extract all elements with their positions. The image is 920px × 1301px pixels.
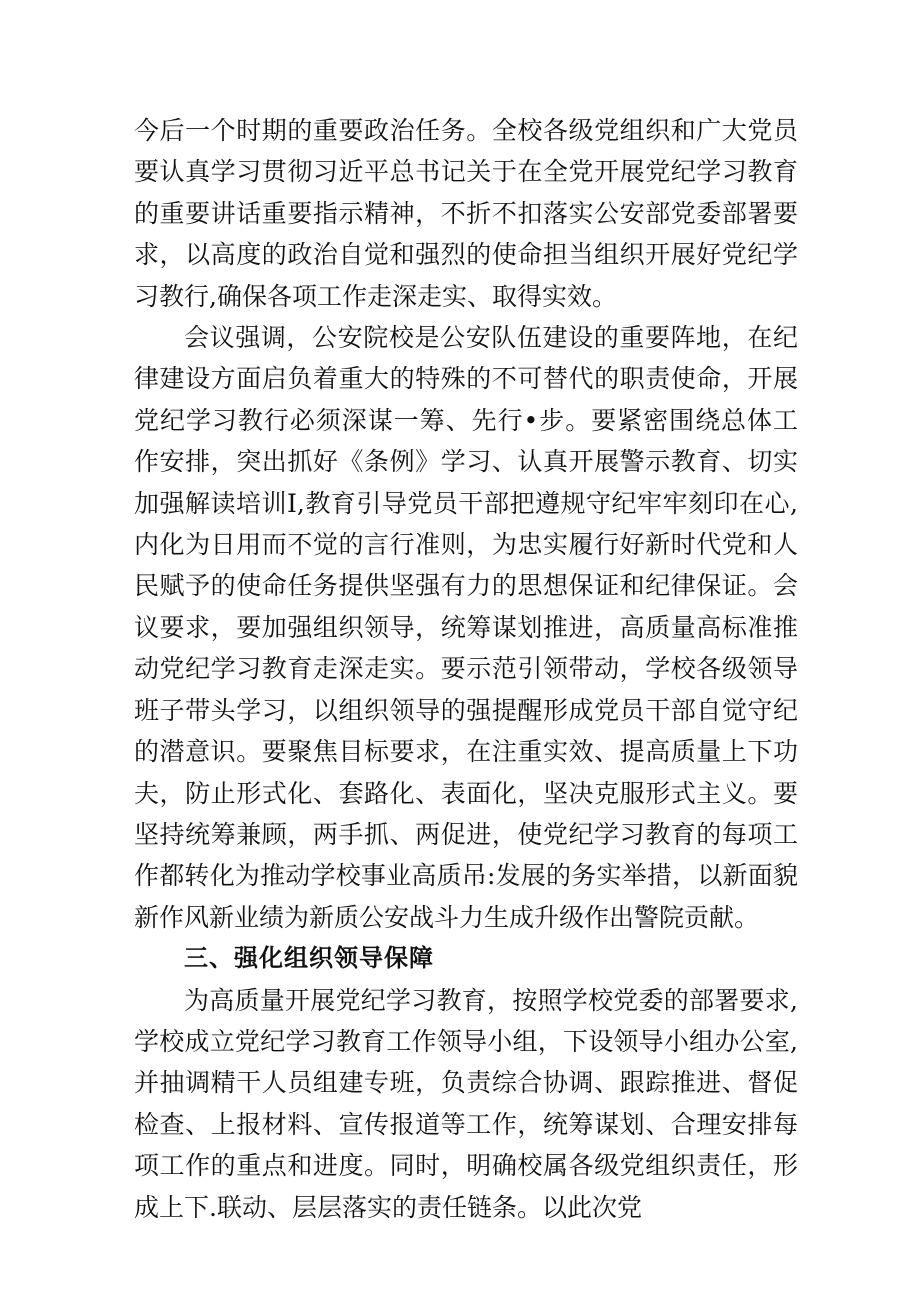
paragraph-meeting-emphasis: 会议强调，公安院校是公安队伍建设的重要阵地，在纪律建设方面启负着重大的特殊的不可替代的职责使命，开展党纪学习教行必须深谋一筹、先行•步。要紧密围绕总体工作安排，突出抓好《条例》学习、认真开展警示教育、切实加强解读培训I,教育引导党员干部把遵规守纪牢牢刻印在心,内化为日用而不觉的言行准则，为忠实履行好新时代党和人民赋予的使命任务提供坚强有力的思想保证和纪律保证。会议要求，要加强组织领导，统筹谋划推进，高质量高标准推动党纪学习教育走深走实。要示范引领带动，学校各级领导班子带头学习，以组织领导的强提醒形成党员干部自觉守纪的潜意识。要聚焦目标要求，在注重实效、提高质量上下功夫，防止形式化、套路化、表面化，坚决克服形式主义。要坚持统筹兼顾，两手抓、两促进，使党纪学习教育的每项工作都转化为推动学校事业高质吊:发展的务实举措，以新面貌新作风新业绩为新质公安战斗力生成升级作出警院贡献。 bbox=[134, 323, 798, 932]
paragraph-continuation: 今后一个时期的重要政治任务。全校各级党组织和广大党员要认真学习贯彻习近平总书记关于在全党开展党纪学习教育的重要讲话重要指示精神，不折不扣落实公安部党委部署要求，以高度的政治自觉和强烈的使命担当组织开展好党纪学习教行,确保各项工作走深走实、取得实效。 bbox=[134, 116, 798, 311]
section-heading-3: 三、强化组织领导保障 bbox=[184, 944, 434, 973]
document-body bbox=[134, 110, 798, 1228]
paragraph-leadership-guarantee: 为高质量开展党纪学习教育，按照学校党委的部署要求,学校成立党纪学习教育工作领导小组，下设领导小组办公室,并抽调精干人员组建专班，负责综合协调、跟踪推进、督促检查、上报材料、宣传报道等工作，统筹谋划、合理安排每项工作的重点和进度。同时，明确校属各级党组织责任，形成上下.联动、层层落实的责任链条。以此次党 bbox=[134, 985, 798, 1222]
